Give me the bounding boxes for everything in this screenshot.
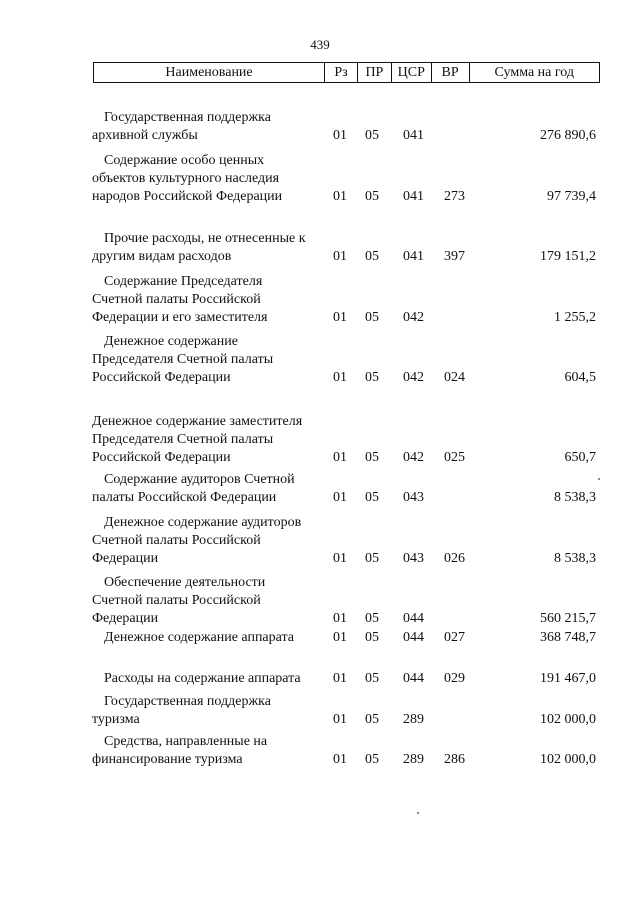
row-pr: 05 [365, 611, 379, 626]
row-rz: 01 [333, 630, 347, 645]
table-row [0, 574, 640, 628]
row-csr: 044 [403, 630, 424, 645]
table-row [0, 333, 640, 387]
row-name [92, 333, 332, 387]
row-sum: 8 538,3 [554, 551, 596, 566]
row-name [92, 670, 332, 688]
row-csr: 042 [403, 310, 424, 325]
row-name-line: Счетной палаты Российской [92, 593, 261, 608]
row-rz: 01 [333, 752, 347, 767]
row-name [92, 733, 332, 769]
header-name: Наименование [94, 63, 325, 82]
row-pr: 05 [365, 671, 379, 686]
row-pr: 05 [365, 490, 379, 505]
row-name [92, 273, 332, 327]
header-vr: ВР [432, 63, 470, 82]
table-row [0, 733, 640, 769]
header-pr: ПР [358, 63, 392, 82]
row-rz: 01 [333, 551, 347, 566]
table-row [0, 273, 640, 327]
row-name-line: Расходы на содержание аппарата [104, 671, 301, 686]
row-pr: 05 [365, 249, 379, 264]
table-row [0, 670, 640, 688]
row-name-line: Счетной палаты Российской [92, 533, 261, 548]
table-row [0, 109, 640, 145]
row-name-line: Прочие расходы, не отнесенные к [104, 231, 306, 246]
row-rz: 01 [333, 370, 347, 385]
row-pr: 05 [365, 310, 379, 325]
scan-speck [417, 812, 419, 814]
table-row [0, 152, 640, 206]
row-sum: 191 467,0 [540, 671, 596, 686]
row-vr: 026 [444, 551, 465, 566]
row-name-line: Государственная поддержка [104, 694, 271, 709]
row-name-line: Денежное содержание аудиторов [104, 515, 302, 530]
row-sum: 650,7 [564, 450, 596, 465]
row-pr: 05 [365, 712, 379, 727]
row-rz: 01 [333, 671, 347, 686]
page-number: 439 [310, 37, 330, 52]
row-vr: 024 [444, 370, 465, 385]
row-name [92, 471, 332, 507]
row-rz: 01 [333, 249, 347, 264]
row-vr: 027 [444, 630, 465, 645]
row-name-line: Счетной палаты Российской [92, 292, 261, 307]
row-csr: 044 [403, 671, 424, 686]
row-vr: 025 [444, 450, 465, 465]
row-name-line: Денежное содержание [104, 334, 238, 349]
row-rz: 01 [333, 310, 347, 325]
row-sum: 102 000,0 [540, 712, 596, 727]
row-vr: 397 [444, 249, 465, 264]
row-pr: 05 [365, 551, 379, 566]
row-rz: 01 [333, 611, 347, 626]
row-csr: 289 [403, 712, 424, 727]
row-name-line: архивной службы [92, 128, 198, 143]
row-sum: 102 000,0 [540, 752, 596, 767]
row-name-line: Председателя Счетной палаты [92, 352, 274, 367]
row-sum: 604,5 [564, 370, 596, 385]
row-name-line: Федерации [92, 551, 159, 566]
row-name [92, 230, 332, 266]
row-name-line: Содержание особо ценных [104, 153, 265, 168]
row-rz: 01 [333, 189, 347, 204]
row-rz: 01 [333, 712, 347, 727]
row-name [92, 574, 332, 628]
row-pr: 05 [365, 128, 379, 143]
table-row [0, 693, 640, 729]
row-name-line: народов Российской Федерации [92, 189, 283, 204]
row-csr: 044 [403, 611, 424, 626]
row-name-line: Федерации [92, 611, 159, 626]
table-row [0, 629, 640, 647]
row-name-line: Федерации и его заместителя [92, 310, 268, 325]
row-name [92, 629, 332, 647]
row-pr: 05 [365, 450, 379, 465]
row-csr: 041 [403, 189, 424, 204]
row-vr: 286 [444, 752, 465, 767]
row-name-line: туризма [92, 712, 140, 727]
row-pr: 05 [365, 752, 379, 767]
row-sum: 276 890,6 [540, 128, 596, 143]
table-row [0, 471, 640, 507]
row-name [92, 152, 332, 206]
row-sum: 368 748,7 [540, 630, 596, 645]
row-sum: 560 215,7 [540, 611, 596, 626]
row-name-line: другим видам расходов [92, 249, 232, 264]
header-rz: Рз [325, 63, 358, 82]
row-name-line: Государственная поддержка [104, 110, 271, 125]
row-name [92, 693, 332, 729]
row-csr: 043 [403, 490, 424, 505]
row-vr: 273 [444, 189, 465, 204]
row-rz: 01 [333, 450, 347, 465]
row-name-line: Российской Федерации [92, 450, 231, 465]
row-name [92, 514, 332, 568]
header-csr: ЦСР [392, 63, 432, 82]
row-csr: 041 [403, 128, 424, 143]
row-rz: 01 [333, 490, 347, 505]
row-name-line: Средства, направленные на [104, 734, 268, 749]
row-name-line: Денежное содержание заместителя [92, 414, 303, 429]
row-name-line: финансирование туризма [92, 752, 243, 767]
row-sum: 179 151,2 [540, 249, 596, 264]
row-name-line: Содержание аудиторов Счетной [104, 472, 295, 487]
row-name [92, 109, 332, 145]
table-header [93, 62, 600, 83]
row-sum: 97 739,4 [547, 189, 596, 204]
row-sum: 8 538,3 [554, 490, 596, 505]
row-name-line: Денежное содержание аппарата [104, 630, 295, 645]
header-sum: Сумма на год [494, 64, 574, 80]
row-name-line: Председателя Счетной палаты [92, 432, 274, 447]
row-pr: 05 [365, 630, 379, 645]
row-rz: 01 [333, 128, 347, 143]
row-csr: 289 [403, 752, 424, 767]
row-pr: 05 [365, 189, 379, 204]
table-row [0, 230, 640, 266]
row-name-line: объектов культурного наследия [92, 171, 280, 186]
scan-speck [598, 478, 600, 480]
row-name-line: палаты Российской Федерации [92, 490, 277, 505]
table-row [0, 514, 640, 568]
row-sum: 1 255,2 [554, 310, 596, 325]
table-row [0, 413, 640, 467]
row-name-line: Российской Федерации [92, 370, 231, 385]
row-csr: 041 [403, 249, 424, 264]
row-vr: 029 [444, 671, 465, 686]
row-name-line: Обеспечение деятельности [104, 575, 266, 590]
row-csr: 043 [403, 551, 424, 566]
row-pr: 05 [365, 370, 379, 385]
row-name-line: Содержание Председателя [104, 274, 263, 289]
row-csr: 042 [403, 370, 424, 385]
row-csr: 042 [403, 450, 424, 465]
row-name [92, 413, 332, 467]
